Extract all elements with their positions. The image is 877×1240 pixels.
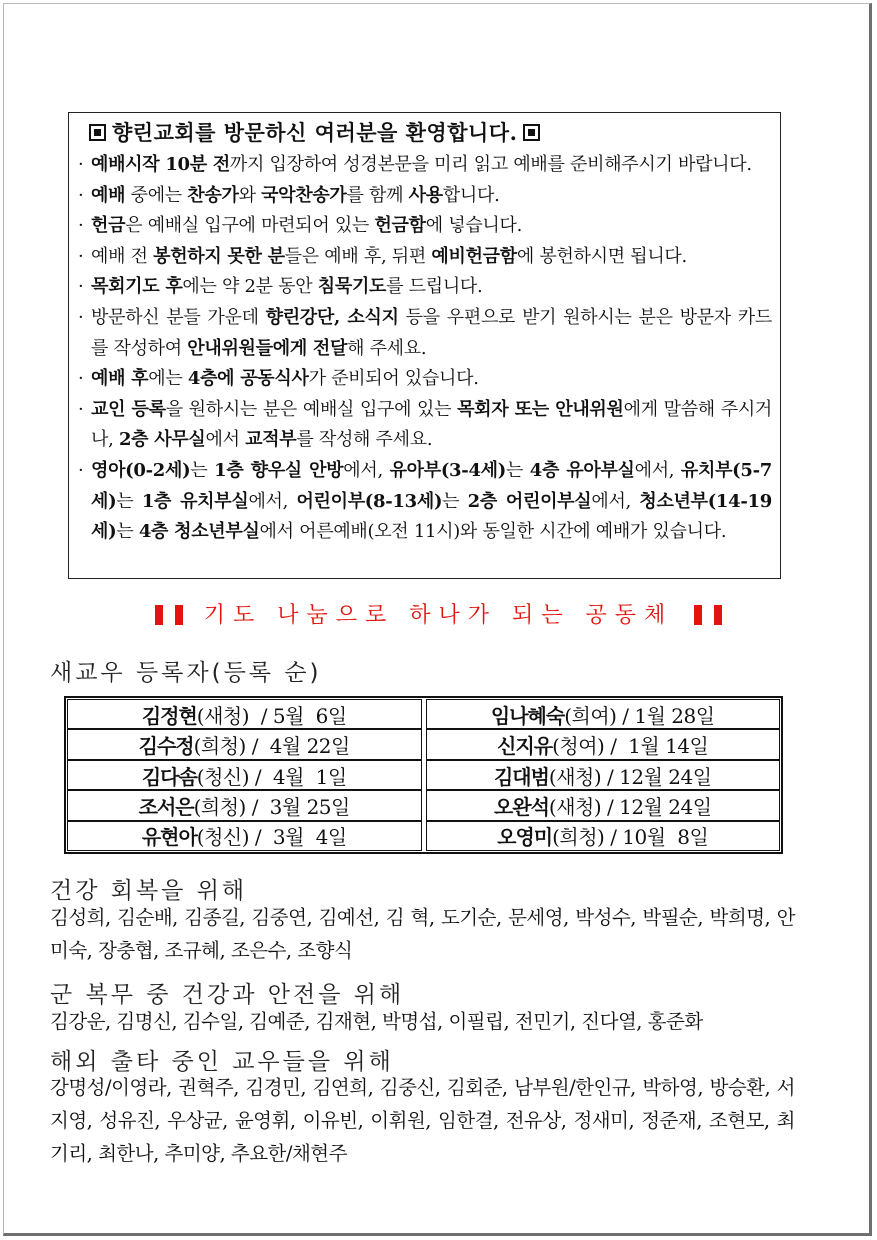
registrant-detail: (청신) / 4월 1일 (196, 764, 347, 789)
notice-text: 는 (505, 459, 530, 481)
notice-text: 에 넣습니다. (425, 215, 523, 237)
welcome-title: 향린교회를 방문하신 여러분을 환영합니다. (112, 120, 518, 145)
notice-item (77, 456, 772, 548)
registrant-cell (67, 760, 422, 790)
notice-text: 에게 말씀해 주시거나, (91, 398, 772, 451)
notice-text: 해 주세요. (347, 337, 427, 359)
registrant-detail: (희청) / 4월 22일 (193, 734, 350, 759)
notice-text: 에서, (634, 459, 681, 481)
notice-text: 은 예배실 입구에 마련되어 있는 (125, 215, 375, 237)
notice-emphasis: 청소년부(14-19세) (91, 490, 772, 543)
health-heading: 건강 회복을 위해 (50, 878, 248, 904)
registrant-name: 김정현 (141, 703, 197, 728)
notice-text: 는 (442, 490, 468, 512)
red-block-icon (155, 605, 163, 625)
notice-text: 는 (116, 490, 142, 512)
notice-emphasis: 유아부(3-4세) (389, 459, 506, 481)
bullet-dot-icon: · (78, 276, 84, 298)
notice-item (77, 211, 772, 242)
registrant-cell (426, 760, 781, 790)
red-block-icon (694, 605, 702, 625)
bullet-dot-icon: · (78, 368, 84, 390)
notice-text: 에서, (591, 490, 640, 512)
registrant-cell (67, 729, 422, 759)
notice-text: 에서 (205, 429, 246, 451)
registrant-table (64, 696, 783, 854)
notice-emphasis: 예배 후 (91, 368, 149, 390)
notice-emphasis: 4층 청소년부실 (138, 521, 260, 543)
red-block-icon (175, 605, 183, 625)
registrant-name: 김수정 (138, 734, 194, 759)
notice-emphasis: 어린이부(8-13세) (296, 490, 443, 512)
notice-text: 와 (238, 184, 262, 206)
notice-emphasis: 목회기도 후 (91, 276, 183, 298)
notice-emphasis: 2층 사무실 (118, 429, 206, 451)
registrant-name: 오영미 (497, 825, 553, 850)
registrant-name: 조서은 (138, 794, 194, 819)
notice-emphasis: 2층 어린이부실 (467, 490, 592, 512)
bullet-dot-icon: · (78, 306, 84, 328)
notice-text: 에서, (343, 459, 390, 481)
registrants-heading: 새교우 등록자(등록 순) (50, 660, 322, 686)
notice-item (77, 303, 772, 364)
notice-text: 에는 약 2분 동안 (182, 276, 318, 298)
notice-emphasis: 헌금 (91, 215, 126, 237)
notice-emphasis: 4층에 공동식사 (187, 368, 309, 390)
notice-item (77, 364, 772, 395)
notice-item (77, 181, 772, 212)
notice-text: 예배 전 (91, 245, 154, 267)
notice-emphasis: 안내위원들에게 전달 (187, 337, 348, 359)
notice-emphasis: 1층 향우실 안방 (214, 459, 344, 481)
notice-emphasis: 예배시작 10분 전 (91, 154, 230, 175)
notice-item (77, 395, 772, 456)
overseas-heading: 해외 출타 중인 교우들을 위해 (50, 1049, 394, 1075)
notice-text: 중에는 (125, 184, 188, 206)
registrant-cell (426, 699, 781, 729)
notice-emphasis: 유치부(5-7세) (91, 459, 773, 512)
military-heading: 군 복무 중 건강과 안전을 위해 (50, 982, 405, 1008)
registrant-detail: (청신) / 3월 4일 (196, 825, 347, 850)
health-names: 김성희, 김순배, 김종길, 김중연, 김예선, 김 혁, 도기순, 문세영, 박성수, 박필순, 박희명, 안미숙, 장충협, 조규혜, 조은수, 조향식 (50, 906, 795, 962)
notice-text: 를 함께 (346, 184, 409, 206)
bullet-dot-icon: · (78, 398, 84, 420)
notice-emphasis: 교적부 (245, 429, 297, 451)
notice-emphasis: 1층 유치부실 (141, 490, 249, 512)
notice-emphasis: 봉헌하지 못한 분 (153, 245, 285, 267)
notice-emphasis: 목회자 또는 안내위원 (457, 398, 624, 420)
registrant-detail: (청여) / 1월 14일 (552, 734, 709, 759)
notice-text: 를 드립니다. (386, 276, 483, 298)
notice-emphasis: 영아(0-2세) (91, 459, 191, 481)
prayer-banner-text: 기도 나눔으로 하나가 되는 공동체 (203, 603, 674, 628)
square-bullet-icon (523, 124, 540, 141)
registrant-name: 유현아 (141, 825, 197, 850)
bullet-dot-icon: · (78, 154, 84, 175)
overseas-names: 강명성/이영라, 권혁주, 김경민, 김연희, 김중신, 김회준, 남부원/한인규, 박하영, 방승환, 서지영, 성유진, 우상균, 윤영휘, 이유빈, 이휘원, 임한결, 전유상, 정새미, 정준재, 조현모, 최기리, 최한나, 추미양, 추요한/채현주 (50, 1076, 795, 1165)
notice-text: 에는 (148, 368, 188, 390)
notice-item (77, 150, 772, 181)
registrant-cell (67, 699, 422, 729)
square-bullet-icon (89, 124, 106, 141)
bullet-dot-icon: · (78, 184, 84, 206)
bullet-dot-icon: · (78, 459, 84, 481)
registrant-detail: (새청) / 12월 24일 (548, 794, 712, 819)
notice-text: 을 원하시는 분은 예배실 입구에 있는 (165, 398, 458, 420)
notice-item (77, 272, 772, 303)
registrant-name: 김대범 (493, 764, 549, 789)
registrant-name: 신지유 (497, 734, 553, 759)
notice-text: 까지 입장하여 성경본문을 미리 읽고 예배를 준비해주시기 바랍니다. (229, 154, 752, 175)
welcome-title-row (77, 116, 772, 150)
registrant-name: 오완석 (493, 794, 549, 819)
notice-text: 등을 우편으로 받기 원하시는 분은 방문자 카드를 작성하여 (91, 306, 772, 359)
registrant-cell (67, 821, 422, 851)
notice-item (77, 242, 772, 273)
registrant-name: 임나혜숙 (490, 703, 565, 728)
notice-text: 에서, (248, 490, 297, 512)
registrant-name: 김다솜 (141, 764, 197, 789)
prayer-banner (0, 598, 877, 629)
military-names: 김강운, 김명신, 김수일, 김예준, 김재현, 박명섭, 이필립, 전민기, 진다열, 홍준화 (50, 1010, 703, 1033)
notice-text: 합니다. (442, 184, 500, 206)
notice-emphasis: 예비헌금함 (431, 245, 517, 267)
notice-list (77, 150, 772, 548)
registrant-detail: (희청) / 10월 8일 (552, 825, 709, 850)
notice-emphasis: 침묵기도 (317, 276, 387, 298)
registrant-cell (426, 729, 781, 759)
notice-text: 방문하신 분들 가운데 (91, 306, 266, 328)
red-block-icon (714, 605, 722, 625)
notice-text: 가 준비되어 있습니다. (308, 368, 479, 390)
welcome-box (68, 112, 781, 579)
notice-text: 들은 예배 후, 뒤편 (284, 245, 432, 267)
bullet-dot-icon: · (78, 215, 84, 237)
notice-emphasis: 4층 유아부실 (529, 459, 635, 481)
registrant-detail: (희청) / 3월 25일 (193, 794, 350, 819)
notice-emphasis: 국악찬송가 (261, 184, 347, 206)
notice-emphasis: 헌금함 (374, 215, 426, 237)
notice-emphasis: 향린강단, 소식지 (265, 306, 399, 328)
notice-text: 에 봉헌하시면 됩니다. (516, 245, 687, 267)
notice-text: 에서 어른예배(오전 11시)와 동일한 시간에 예배가 있습니다. (259, 521, 727, 543)
bullet-dot-icon: · (78, 245, 84, 267)
registrant-cell (67, 790, 422, 820)
registrant-detail: (새청) / 5월 6일 (196, 703, 347, 728)
registrant-detail: (희여) / 1월 28일 (564, 703, 715, 728)
registrant-cell (426, 790, 781, 820)
notice-text: 는 (116, 521, 139, 543)
notice-emphasis: 찬송가 (187, 184, 239, 206)
notice-text: 를 작성해 주세요. (296, 429, 433, 451)
registrant-detail: (새청) / 12월 24일 (548, 764, 712, 789)
notice-emphasis: 사용 (408, 184, 443, 206)
notice-emphasis: 예배 (91, 184, 126, 206)
notice-text: 는 (190, 459, 215, 481)
registrant-cell (426, 821, 781, 851)
notice-emphasis: 교인 등록 (91, 398, 166, 420)
